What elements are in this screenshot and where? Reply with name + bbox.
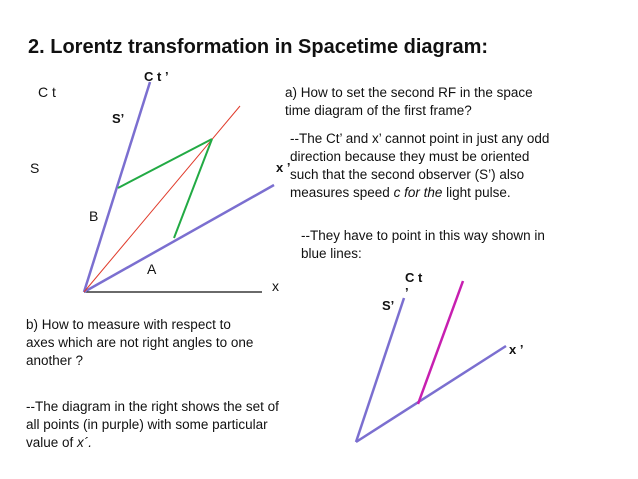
answer-purple-line: all points (in purple) with some particular	[26, 417, 268, 432]
s-prime-label: S’	[112, 111, 125, 126]
diagram-2	[356, 281, 506, 442]
answer-orientation-line-last	[290, 184, 549, 202]
green-line-from-ct-prime	[118, 139, 212, 188]
page-title: 2. Lorentz transformation in Spacetime diagram:	[28, 36, 489, 58]
question-b	[26, 316, 253, 370]
answer-purple-italic: x´.	[77, 435, 93, 450]
point-b-label: B	[89, 208, 99, 224]
answer-purple	[26, 398, 279, 452]
light-line	[84, 106, 240, 292]
x-prime-label: x ’	[276, 160, 291, 175]
answer-orientation-line: --The Ct’ and x’ cannot point in just any odd	[290, 131, 550, 146]
ct-label: C t	[38, 84, 56, 100]
purple-line	[418, 281, 463, 404]
answer-orientation	[290, 130, 549, 202]
question-b-line: axes which are not right angles to one	[26, 335, 254, 350]
question-b-line: b) How to measure with respect to	[26, 317, 231, 332]
question-a-line: a) How to set the second RF in the space	[285, 85, 533, 100]
s-label: S	[30, 160, 40, 176]
question-b-line: another ?	[26, 353, 84, 368]
ct-prime-label-2: C t	[405, 270, 423, 285]
point-a-label: A	[147, 261, 157, 277]
question-a	[285, 84, 533, 120]
answer-blue-line: --They have to point in this way shown in	[301, 228, 545, 243]
ct-prime-label: C t ’	[144, 69, 169, 84]
x-prime-axis-2	[356, 346, 506, 442]
answer-blue-line: blue lines:	[301, 246, 362, 261]
answer-orientation-tail: light pulse.	[442, 185, 511, 200]
answer-orientation-italic: c for the	[393, 185, 443, 200]
answer-orientation-line: direction because they must be oriented	[290, 149, 530, 164]
answer-purple-line: --The diagram in the right shows the set of	[26, 399, 279, 414]
question-a-line: time diagram of the first frame?	[285, 103, 472, 118]
x-prime-label-2: x ’	[509, 342, 524, 357]
answer-blue-lines	[301, 227, 545, 263]
answer-orientation-prefix: measures speed	[290, 185, 394, 200]
answer-orientation-line: such that the second observer (S’) also	[290, 167, 525, 182]
answer-purple-prefix: value of	[26, 435, 78, 450]
ct-prime-label-2-apostrophe: ’	[405, 285, 409, 300]
s-prime-label-2: S’	[382, 298, 395, 313]
answer-purple-line-last	[26, 434, 279, 452]
x-label: x	[272, 278, 279, 294]
ct-prime-axis-2	[356, 298, 404, 442]
